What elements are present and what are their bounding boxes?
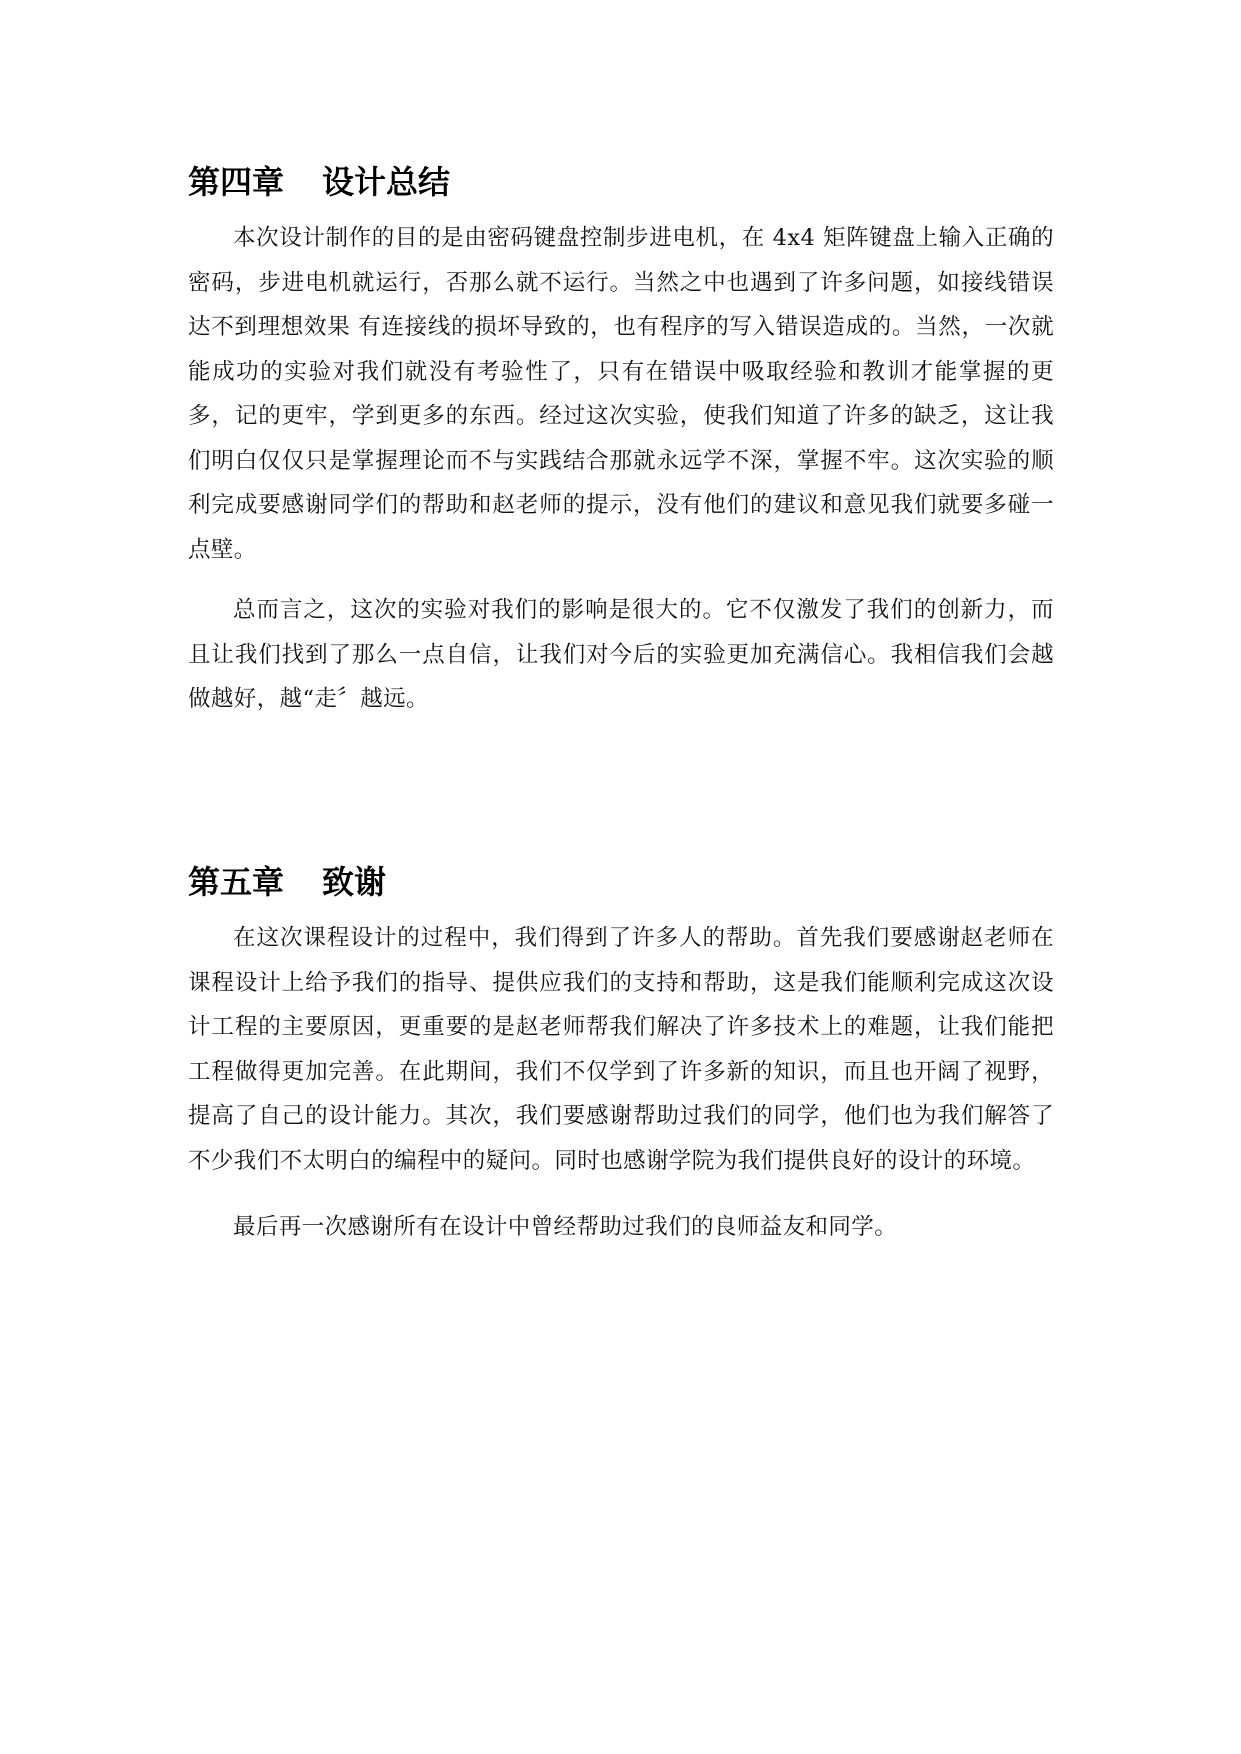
chapter-4-paragraph-2: 总而言之，这次的实验对我们的影响是很大的。它不仅激发了我们的创新力，而且让我们找到了那么一点自信，让我们对今后的实验更加充满信心。我相信我们会越做越好，越“走〞越远。 — [188, 597, 1054, 712]
chapter-5-section — [188, 860, 1054, 1250]
chapter-5-heading — [188, 860, 1054, 904]
chapter-5-title: 致谢 — [322, 863, 387, 901]
chapter-5-paragraph-1: 在这次课程设计的过程中，我们得到了许多人的帮助。首先我们要感谢赵老师在课程设计上给予我们的指导、提供应我们的支持和帮助，这是我们能顺利完成这次设计工程的主要原因，更重要的是赵老师帮我们解决了许多技术上的难题，让我们能把工程做得更加完善。在此期间，我们不仅学到了许多新的知识，而且也开阔了视野，提高了自己的设计能力。其次，我们要感谢帮助过我们的同学，他们也为我们解答了不少我们不太明白的编程中的疑问。同时也感谢学院为我们提供良好的设计的环境。 — [188, 925, 1054, 1174]
chapter-4-number: 第四章 — [188, 163, 285, 201]
chapter-5-number: 第五章 — [188, 863, 285, 901]
chapter-4-title: 设计总结 — [322, 163, 451, 201]
chapter-4-heading — [188, 160, 1054, 204]
chapter-4-section — [188, 160, 1054, 722]
chapter-4-paragraph-1: 本次设计制作的目的是由密码键盘控制步进电机，在 4x4 矩阵键盘上输入正确的密码，步进电机就运行，否那么就不运行。当然之中也遇到了许多问题，如接线错误达不到理想效果 有连接线的损坏导致的，也有程序的写入错误造成的。当然，一次就能成功的实验对我们就没有考验性了，只有在错误中吸取经验和教训才能掌握的更多，记的更牢，学到更多的东西。经过这次实验，使我们知道了许多的缺乏，这让我们明白仅仅只是掌握理论而不与实践结合那就永远学不深，掌握不牢。这次实验的顺利完成要感谢同学们的帮助和赵老师的提示，没有他们的建议和意见我们就要多碰一点壁。 — [188, 225, 1054, 563]
chapter-5-paragraph-2: 最后再一次感谢所有在设计中曾经帮助过我们的良师益友和同学。 — [233, 1214, 898, 1240]
